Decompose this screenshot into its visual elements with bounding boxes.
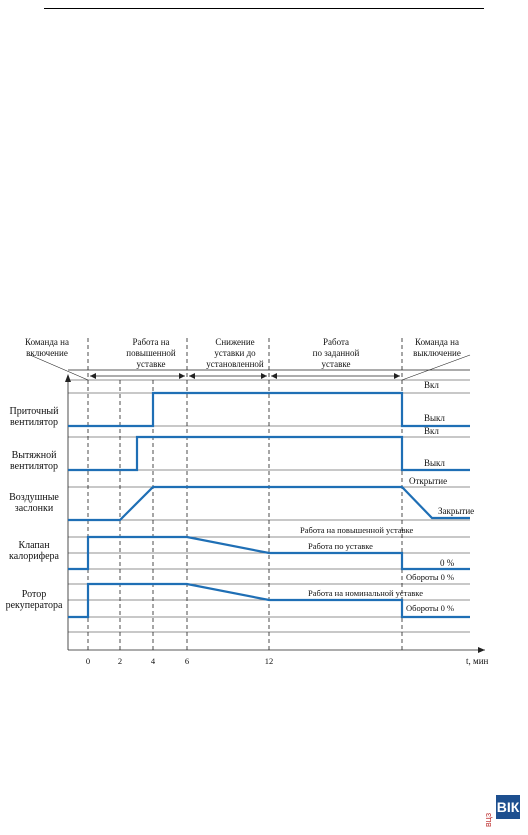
state-label-damper-open: Открытие [409, 476, 448, 486]
x-tick-label: 2 [117, 656, 123, 666]
state-label-damper-close: Закрытие [438, 506, 475, 516]
phase-label: повышенной [126, 348, 176, 358]
row-label: калорифера [9, 551, 59, 562]
state-label-heater-set: Работа по уставке [308, 541, 373, 551]
phase-leader-left [30, 355, 88, 380]
state-label-supply-off: Выкл [424, 413, 445, 423]
phase-arrowhead [261, 373, 267, 379]
x-tick-label: 12 [264, 656, 274, 666]
state-label-rotor-zero-top: Обороты 0 % [406, 572, 455, 582]
phase-label: Работа на [132, 337, 170, 347]
state-label-exhaust-on: Вкл [424, 426, 439, 436]
phase-arrowhead [271, 373, 277, 379]
row-label: рекуператора [5, 600, 63, 611]
x-axis-arrowhead [478, 647, 485, 653]
row-label: вентилятор [9, 461, 59, 472]
phase-leader-right [402, 355, 470, 380]
phase-label: Работа [323, 337, 349, 347]
phase-label: Команда на [415, 337, 459, 347]
phase-label: Снижение [215, 337, 255, 347]
phase-label: установленной [206, 359, 264, 369]
phase-arrowhead [179, 373, 185, 379]
row-label: Приточный [9, 406, 59, 417]
x-tick-label: 6 [184, 656, 190, 666]
x-tick-label: 4 [150, 656, 156, 666]
x-axis-label: t, мин [466, 656, 489, 666]
state-label-rotor-nominal: Работа на номинальной уставке [308, 588, 423, 598]
state-label-supply-on: Вкл [424, 380, 439, 390]
state-label-rotor-zero: Обороты 0 % [406, 603, 455, 613]
row-label: заслонки [14, 503, 54, 514]
row-label: Ротор [21, 589, 47, 600]
row-label: Воздушные [9, 492, 59, 503]
x-tick-label: 0 [85, 656, 91, 666]
row-label: Клапан [18, 540, 50, 551]
logo-text: ВІК [496, 799, 520, 815]
phase-arrowhead [394, 373, 400, 379]
phase-label: уставке [321, 359, 351, 369]
phase-label: уставке [136, 359, 166, 369]
logo-side-text: ВЦЗ [486, 812, 493, 827]
phase-label: Команда на [25, 337, 69, 347]
state-label-exhaust-off: Выкл [424, 458, 445, 468]
phase-label: по заданной [312, 348, 360, 358]
y-axis-arrowhead [65, 374, 71, 382]
phase-label: включение [26, 348, 68, 358]
row-label: вентилятор [9, 417, 59, 428]
state-label-heater-high: Работа на повышенной уставке [300, 525, 414, 535]
state-label-heater-zero: 0 % [440, 558, 455, 568]
publisher-logo [486, 793, 522, 829]
phase-label: уставки до [214, 348, 256, 358]
phase-arrowhead [189, 373, 195, 379]
row-label: Вытяжной [11, 450, 57, 461]
phase-arrowhead [90, 373, 96, 379]
phase-label: выключение [413, 348, 461, 358]
